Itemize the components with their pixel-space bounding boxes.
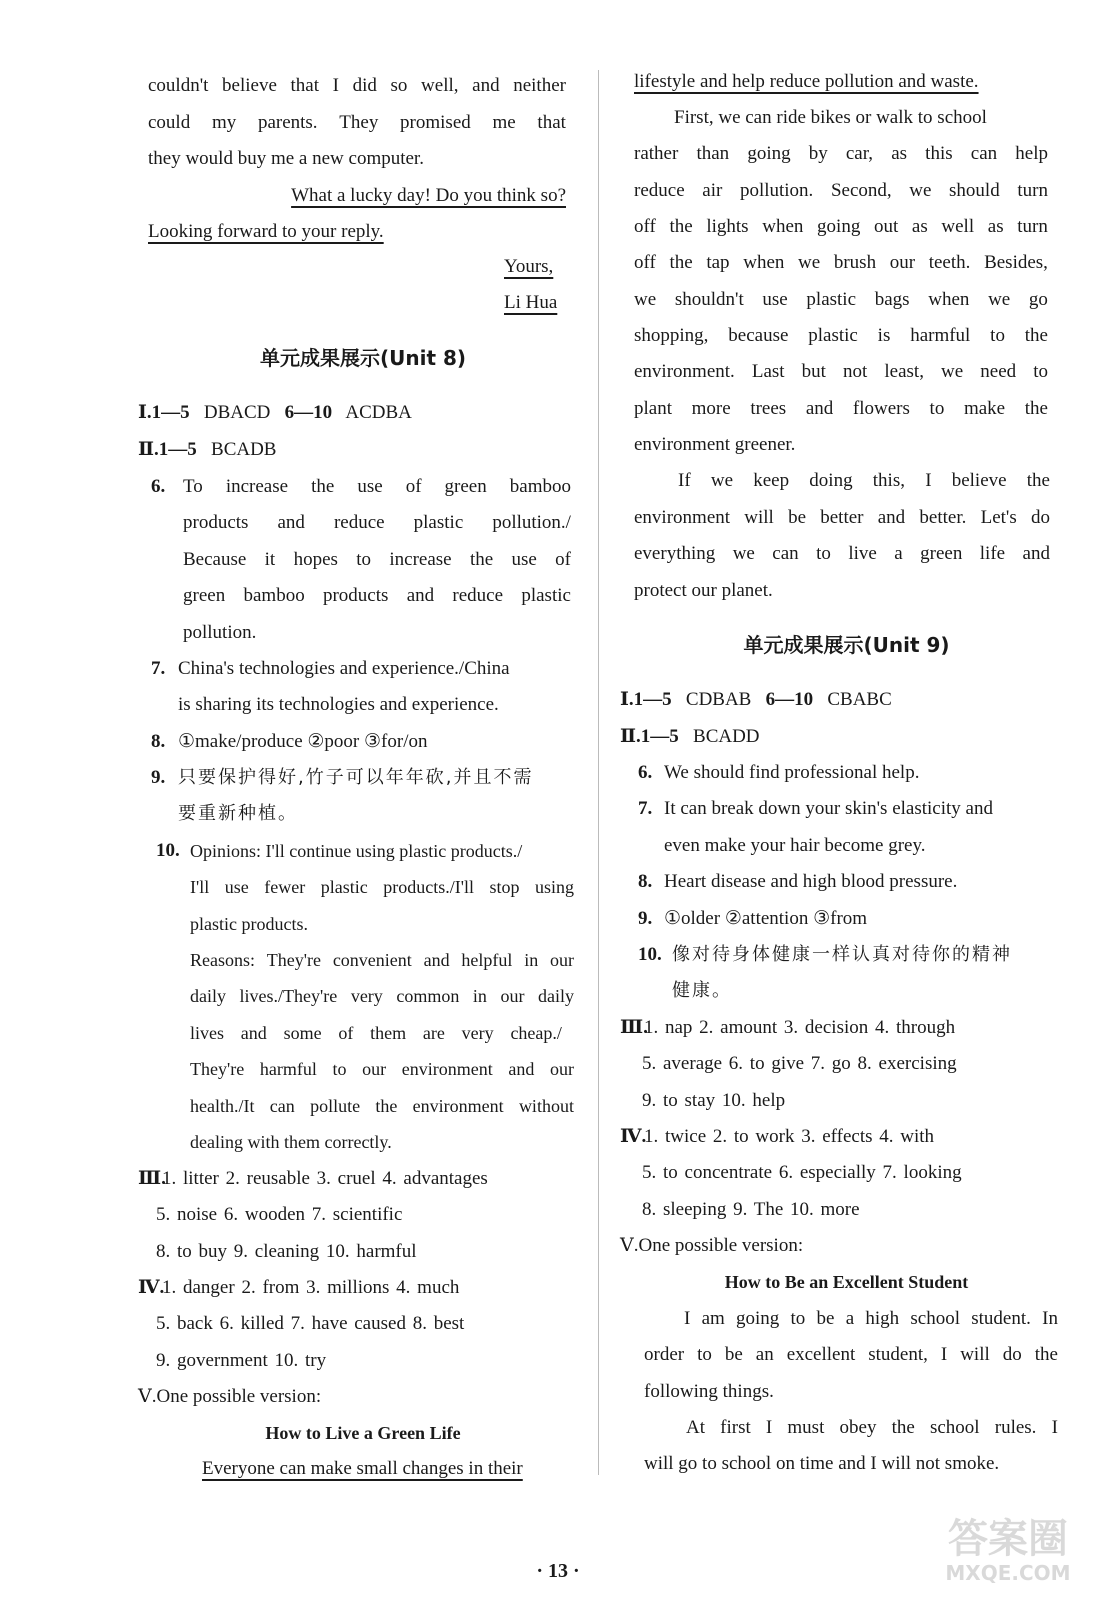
section-iv-number: Ⅳ. — [620, 1126, 647, 1147]
q10-number: 10. — [638, 944, 662, 965]
essay-line: order to be an excellent student, I will do the — [644, 1344, 1058, 1365]
q9-line: 只要保护得好,竹子可以年年砍,并且不需 — [178, 767, 534, 788]
page-number: · 13 · — [536, 1560, 580, 1582]
section-iv-row: 1. twice 2. to work 3. effects 4. with — [644, 1126, 935, 1147]
letter-line-underlined: Looking forward to your reply. — [148, 221, 384, 242]
q7-line: It can break down your skin's elasticity and — [664, 798, 993, 819]
q8-answer: ①make/produce ②poor ③for/on — [178, 731, 428, 752]
essay-line: off the tap when we brush our teeth. Besides, — [634, 252, 1048, 273]
watermark-text: 答案圈 — [948, 1516, 1068, 1562]
q10-line: plastic products. — [190, 914, 308, 934]
q10-line: They're harmful to our environment and our — [190, 1059, 574, 1079]
essay-line: everything we can to live a green life and — [634, 543, 1050, 564]
q9-number: 9. — [151, 767, 166, 788]
section-ii-answers-1: BCADB — [211, 439, 277, 460]
unit8-heading: 单元成果展示(Unit 8) — [259, 346, 467, 370]
section-iii-row: 9. to stay 10. help — [642, 1090, 786, 1111]
section-i-number: Ⅰ.1—5 — [620, 689, 672, 710]
q6-line: products and reduce plastic pollution./ — [183, 512, 571, 533]
q10-line: health./It can pollute the environment without — [190, 1096, 574, 1116]
q8-number: 8. — [638, 871, 653, 892]
q10-line: daily lives./They're very common in our daily — [190, 986, 574, 1006]
q6-number: 6. — [638, 762, 653, 783]
section-ii-number: Ⅱ.1—5 — [620, 726, 679, 747]
essay-line: following things. — [644, 1381, 774, 1402]
essay-line: At first I must obey the school rules. I — [686, 1417, 1058, 1438]
q6-answer: We should find professional help. — [664, 762, 920, 783]
section-iii-row: 5. average 6. to give 7. go 8. exercising — [642, 1053, 957, 1074]
essay-line: First, we can ride bikes or walk to school — [674, 107, 987, 128]
section-iv-number: Ⅳ. — [138, 1277, 165, 1298]
letter-closing: Yours, — [504, 256, 554, 277]
q10-line: lives and some of them are very cheap./ — [190, 1023, 562, 1043]
essay-title-green-life: How to Live a Green Life — [265, 1423, 461, 1443]
essay-line: off the lights when going out as well as turn — [634, 216, 1048, 237]
q10-line: dealing with them correctly. — [190, 1132, 392, 1152]
q7-number: 7. — [151, 658, 166, 679]
q8-number: 8. — [151, 731, 166, 752]
essay-line: plant more trees and flowers to make the — [634, 398, 1048, 419]
essay-title-excellent-student: How to Be an Excellent Student — [724, 1272, 969, 1292]
watermark-logo — [928, 1516, 1088, 1586]
q6-line: green bamboo products and reduce plastic — [183, 585, 571, 606]
letter-signature: Li Hua — [504, 292, 558, 313]
essay-line: environment will be better and better. Let's do — [634, 507, 1050, 528]
section-i-answers-1: DBACD — [203, 402, 271, 423]
q7-line: China's technologies and experience./China — [178, 658, 510, 679]
section-iii-row: 1. nap 2. amount 3. decision 4. through — [644, 1017, 956, 1038]
section-i-range-2: 6—10 — [765, 689, 814, 710]
q10-line: 像对待身体健康一样认真对待你的精神 — [672, 944, 1012, 965]
unit9-heading: 单元成果展示(Unit 9) — [743, 633, 950, 657]
column-divider — [598, 70, 599, 1475]
essay-line: environment. Last but not least, we need to — [634, 361, 1048, 382]
section-iii-number: Ⅲ. — [138, 1168, 166, 1189]
section-i-answers — [620, 688, 892, 712]
q9-number: 9. — [638, 908, 653, 929]
letter-line: couldn't believe that I did so well, and neither — [148, 75, 566, 96]
essay-line-underlined: lifestyle and help reduce pollution and waste. — [634, 71, 979, 92]
section-ii-answers-1: BCADD — [693, 726, 760, 747]
section-iii-row: 1. litter 2. reusable 3. cruel 4. advantages — [162, 1168, 488, 1189]
essay-line: protect our planet. — [634, 580, 773, 601]
section-iv-row: 5. back 6. killed 7. have caused 8. best — [156, 1313, 465, 1334]
section-iii-row: 5. noise 6. wooden 7. scientific — [156, 1204, 403, 1225]
q9-answer: ①older ②attention ③from — [664, 908, 868, 929]
essay-line-underlined: Everyone can make small changes in their — [202, 1458, 523, 1479]
section-i-answers-2: CBABC — [827, 689, 892, 710]
section-i-number: Ⅰ.1—5 — [138, 402, 190, 423]
essay-line: we shouldn't use plastic bags when we go — [634, 289, 1048, 310]
essay-line: shopping, because plastic is harmful to the — [634, 325, 1048, 346]
q10-number: 10. — [156, 840, 180, 861]
q6-number: 6. — [151, 476, 166, 497]
q6-line: pollution. — [183, 622, 257, 643]
section-i-range-2: 6—10 — [284, 402, 333, 423]
section-v-label: Ⅴ.One possible version: — [620, 1235, 804, 1256]
q10-line: Reasons: They're convenient and helpful in our — [190, 950, 574, 970]
section-ii-number: Ⅱ.1—5 — [138, 439, 197, 460]
letter-line: they would buy me a new computer. — [148, 148, 424, 169]
section-i-answers-1: CDBAB — [685, 689, 752, 710]
q10-line: I'll use fewer plastic products./I'll stop using — [190, 877, 574, 897]
watermark-url: MXQE.COM — [945, 1561, 1071, 1585]
q9-line: 要重新种植。 — [178, 803, 298, 824]
q8-answer: Heart disease and high blood pressure. — [664, 871, 958, 892]
q7-line: even make your hair become grey. — [664, 835, 926, 856]
essay-line: I am going to be a high school student. In — [684, 1308, 1058, 1329]
q7-number: 7. — [638, 798, 653, 819]
section-iv-row: 1. danger 2. from 3. millions 4. much — [162, 1277, 460, 1298]
section-iv-row: 5. to concentrate 6. especially 7. looking — [642, 1162, 962, 1183]
essay-line: environment greener. — [634, 434, 796, 455]
letter-line-underlined: What a lucky day! Do you think so? — [291, 185, 566, 206]
q6-line: To increase the use of green bamboo — [183, 476, 571, 497]
section-ii-answers — [620, 725, 760, 749]
section-v-label: Ⅴ.One possible version: — [138, 1386, 322, 1407]
essay-line: reduce air pollution. Second, we should turn — [634, 180, 1048, 201]
essay-line: rather than going by car, as this can help — [634, 143, 1048, 164]
section-i-answers — [138, 401, 412, 425]
section-iv-row: 9. government 10. try — [156, 1350, 327, 1371]
essay-line: If we keep doing this, I believe the — [678, 470, 1050, 491]
section-iv-row: 8. sleeping 9. The 10. more — [642, 1199, 860, 1220]
section-i-answers-2: ACDBA — [345, 402, 412, 423]
section-iii-number: Ⅲ. — [620, 1017, 648, 1038]
section-ii-answers — [138, 438, 276, 462]
letter-line: could my parents. They promised me that — [148, 112, 566, 133]
essay-line: will go to school on time and I will not smoke. — [644, 1453, 1000, 1474]
section-iii-row: 8. to buy 9. cleaning 10. harmful — [156, 1241, 417, 1262]
q7-line: is sharing its technologies and experience. — [178, 694, 499, 715]
q6-line: Because it hopes to increase the use of — [183, 549, 571, 570]
q10-line: Opinions: I'll continue using plastic products./ — [190, 841, 523, 861]
q10-line: 健康。 — [672, 980, 732, 1001]
